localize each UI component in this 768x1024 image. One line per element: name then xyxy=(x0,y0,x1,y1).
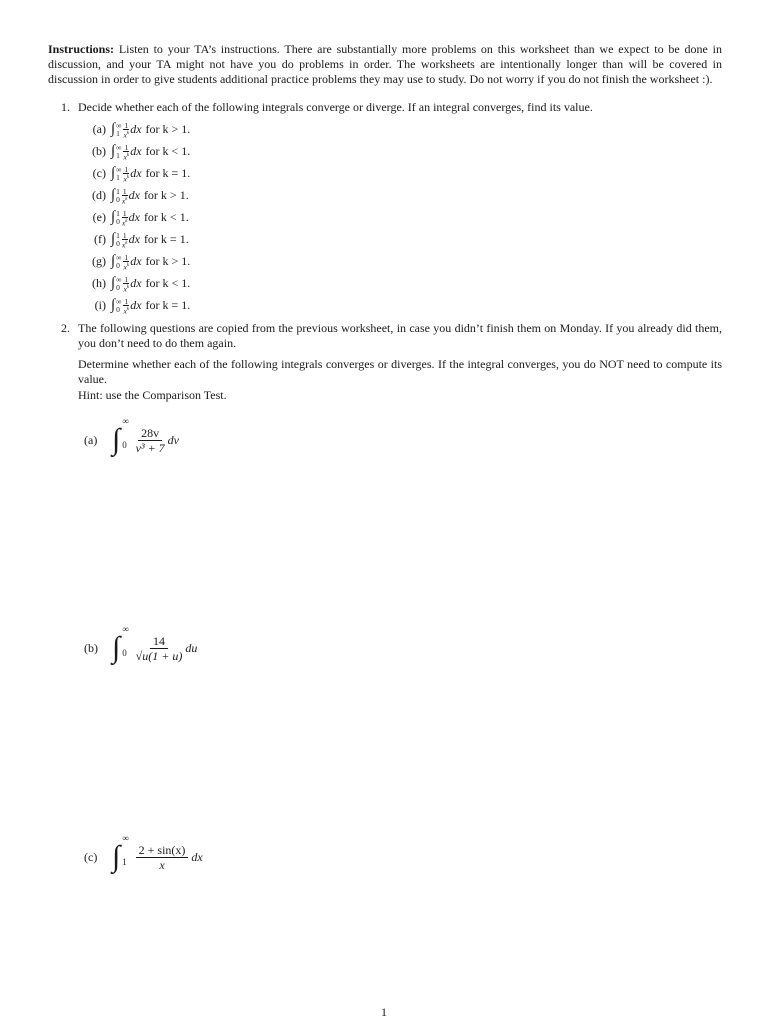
integrand-fraction xyxy=(136,634,183,663)
item-label: (c) xyxy=(84,849,98,864)
fraction-denominator: $x^k$ xyxy=(123,306,130,316)
fraction-denominator: v³ + 7 xyxy=(135,440,165,455)
integral-sign: ∫ xyxy=(111,165,116,182)
fraction-numerator: 1 xyxy=(124,142,129,152)
fraction-numerator: 1 xyxy=(124,120,129,130)
integral-sign: ∫ xyxy=(111,231,116,248)
problem-1 xyxy=(48,100,722,317)
lower-limit: 0 xyxy=(116,238,120,248)
item-label: (e) xyxy=(92,210,106,225)
integral-sign: ∫ xyxy=(112,423,121,456)
item-label: (i) xyxy=(94,298,106,313)
item-label: (c) xyxy=(92,166,106,181)
problem-2 xyxy=(48,321,722,403)
lower-limit: 0 xyxy=(122,648,127,658)
integral-sign: ∫ xyxy=(112,631,121,664)
fraction-numerator: 28v xyxy=(138,426,162,441)
integral-limits xyxy=(122,833,129,867)
differential: dx xyxy=(128,232,140,247)
integral-sign: ∫ xyxy=(111,209,116,226)
differential: dx xyxy=(191,849,203,864)
fraction-denominator: $x^k$ xyxy=(123,130,130,140)
integral-limits xyxy=(116,208,120,226)
integrand-fraction xyxy=(123,254,129,271)
fraction-numerator: 1 xyxy=(124,274,129,284)
integral-expression xyxy=(111,166,142,183)
integral-limits xyxy=(122,416,129,450)
item-condition: for k > 1. xyxy=(143,188,189,203)
integral-limits xyxy=(116,120,122,138)
differential: dx xyxy=(130,122,142,137)
page-number: 1 xyxy=(381,1005,387,1019)
item-label: (b) xyxy=(84,640,98,655)
integral-limits xyxy=(116,230,120,248)
problem-1-item xyxy=(84,119,722,141)
integral-sign: ∫ xyxy=(112,840,121,873)
upper-limit: 1 xyxy=(116,230,120,240)
differential: dx xyxy=(130,144,142,159)
upper-limit: 1 xyxy=(116,186,120,196)
differential: du xyxy=(185,640,198,655)
item-label: (f) xyxy=(94,232,106,247)
instructions-paragraph xyxy=(48,42,722,88)
item-label: (a) xyxy=(84,432,98,447)
upper-limit: ∞ xyxy=(122,624,129,634)
fraction-denominator: $x^k$ xyxy=(123,262,130,272)
upper-limit: ∞ xyxy=(116,252,122,262)
lower-limit: 0 xyxy=(116,304,120,314)
item-condition: for k < 1. xyxy=(145,144,191,159)
lower-limit: 1 xyxy=(116,150,120,160)
differential: dx xyxy=(130,254,142,269)
upper-limit: ∞ xyxy=(116,142,122,152)
integral-expression xyxy=(111,276,142,293)
integral-limits xyxy=(122,624,129,658)
instructions-text: Listen to your TA’s instructions. There are substantially more problems on this worksheet than we expect to be done in discussion, and your TA might not have you do problems in order. The worksheets are intentionally longer than will be covered in discussion in order to give students additional practice problems they may use to study. Do not worry if you do not finish the worksheet :). xyxy=(48,42,722,87)
problem-2-text: The following questions are copied from the previous worksheet, in case you didn’t finish them on Monday. If you already did them, you don’t need to do them again. xyxy=(78,320,722,351)
fraction-denominator: $x^k$ xyxy=(121,218,128,228)
problem-1-item xyxy=(84,163,722,185)
problem-2-item xyxy=(84,416,179,456)
integral-limits xyxy=(116,186,120,204)
differential: dx xyxy=(128,210,140,225)
integral-expression xyxy=(111,254,142,271)
fraction-denominator: √u(1 + u) xyxy=(135,648,183,663)
fraction-numerator: 2 + sin(x) xyxy=(136,843,189,858)
item-label: (a) xyxy=(92,122,106,137)
integral-limits xyxy=(116,252,122,270)
item-condition: for k > 1. xyxy=(145,254,191,269)
differential: dx xyxy=(130,166,142,181)
item-label: (g) xyxy=(92,254,106,269)
integral-sign: ∫ xyxy=(111,121,116,138)
lower-limit: 1 xyxy=(116,128,120,138)
integral-limits xyxy=(116,164,122,182)
fraction-denominator: $x^k$ xyxy=(123,284,130,294)
item-condition: for k = 1. xyxy=(143,232,189,247)
integral-sign: ∫ xyxy=(111,275,116,292)
lower-limit: 0 xyxy=(116,260,120,270)
item-label: (h) xyxy=(92,276,106,291)
integral-expression xyxy=(111,232,140,249)
lower-limit: 0 xyxy=(116,282,120,292)
item-condition: for k = 1. xyxy=(145,166,191,181)
integral-expression xyxy=(111,298,142,315)
fraction-denominator: $x^k$ xyxy=(123,152,130,162)
integral-sign: ∫ xyxy=(111,297,116,314)
item-label: (d) xyxy=(92,188,106,203)
upper-limit: ∞ xyxy=(122,416,129,426)
integrand-fraction xyxy=(123,166,129,183)
worksheet-page xyxy=(48,42,722,403)
integral-limits xyxy=(116,296,122,314)
integrand-fraction xyxy=(123,144,129,161)
differential: dx xyxy=(128,188,140,203)
fraction-denominator: $x^k$ xyxy=(121,196,128,206)
integral-limits xyxy=(116,142,122,160)
problem-1-item xyxy=(84,273,722,295)
problem-2-hint: Hint: use the Comparison Test. xyxy=(78,387,227,402)
fraction-denominator: $x^k$ xyxy=(123,174,130,184)
problem-1-item xyxy=(84,185,722,207)
integral-sign: ∫ xyxy=(111,187,116,204)
problem-2-number: 2. xyxy=(61,320,70,335)
integrand-fraction xyxy=(123,122,129,139)
problem-1-number: 1. xyxy=(61,99,70,114)
lower-limit: 0 xyxy=(116,216,120,226)
upper-limit: ∞ xyxy=(116,164,122,174)
integrand-fraction xyxy=(122,188,128,205)
differential: dx xyxy=(130,298,142,313)
problem-1-items xyxy=(78,119,722,317)
fraction-numerator: 1 xyxy=(124,296,129,306)
item-label: (b) xyxy=(92,144,106,159)
fraction-numerator: 1 xyxy=(124,252,129,262)
integral-expression xyxy=(111,210,140,227)
integral-limits xyxy=(116,274,122,292)
problem-1-item xyxy=(84,251,722,273)
integrand-fraction xyxy=(123,276,129,293)
integral-expression xyxy=(111,122,142,139)
item-condition: for k < 1. xyxy=(145,276,191,291)
lower-limit: 0 xyxy=(122,440,127,450)
integrand-fraction xyxy=(122,232,128,249)
fraction-numerator: 1 xyxy=(122,208,127,218)
item-condition: for k > 1. xyxy=(145,122,191,137)
fraction-numerator: 14 xyxy=(150,634,168,649)
problem-1-item xyxy=(84,141,722,163)
problem-1-item xyxy=(84,207,722,229)
fraction-numerator: 1 xyxy=(122,186,127,196)
upper-limit: 1 xyxy=(116,208,120,218)
problem-1-text: Decide whether each of the following integrals converge or diverge. If an integral converges, find its value. xyxy=(78,99,593,114)
differential: dx xyxy=(130,276,142,291)
problem-2-item xyxy=(84,624,198,664)
item-condition: for k = 1. xyxy=(145,298,191,313)
problem-1-item xyxy=(84,229,722,251)
fraction-numerator: 1 xyxy=(122,230,127,240)
integrand-fraction xyxy=(136,843,189,872)
upper-limit: ∞ xyxy=(116,274,122,284)
lower-limit: 0 xyxy=(116,194,120,204)
fraction-denominator: $x^k$ xyxy=(121,240,128,250)
upper-limit: ∞ xyxy=(122,833,129,843)
integrand-fraction xyxy=(123,298,129,315)
upper-limit: ∞ xyxy=(116,296,122,306)
differential: dv xyxy=(167,432,179,447)
integrand-fraction xyxy=(136,426,165,455)
integral-sign: ∫ xyxy=(111,143,116,160)
problem-2-instructions: Determine whether each of the following integrals converges or diverges. If the integral converges, you do NOT need to compute its value. xyxy=(78,357,722,387)
integral-sign: ∫ xyxy=(111,253,116,270)
upper-limit: ∞ xyxy=(116,120,122,130)
problem-1-item xyxy=(84,295,722,317)
instructions-label: Instructions: xyxy=(48,42,115,56)
lower-limit: 1 xyxy=(116,172,120,182)
integral-expression xyxy=(111,188,140,205)
integrand-fraction xyxy=(122,210,128,227)
fraction-numerator: 1 xyxy=(124,164,129,174)
lower-limit: 1 xyxy=(122,857,127,867)
item-condition: for k < 1. xyxy=(143,210,189,225)
fraction-denominator: x xyxy=(159,857,165,872)
problem-2-item xyxy=(84,833,203,873)
integral-expression xyxy=(111,144,142,161)
